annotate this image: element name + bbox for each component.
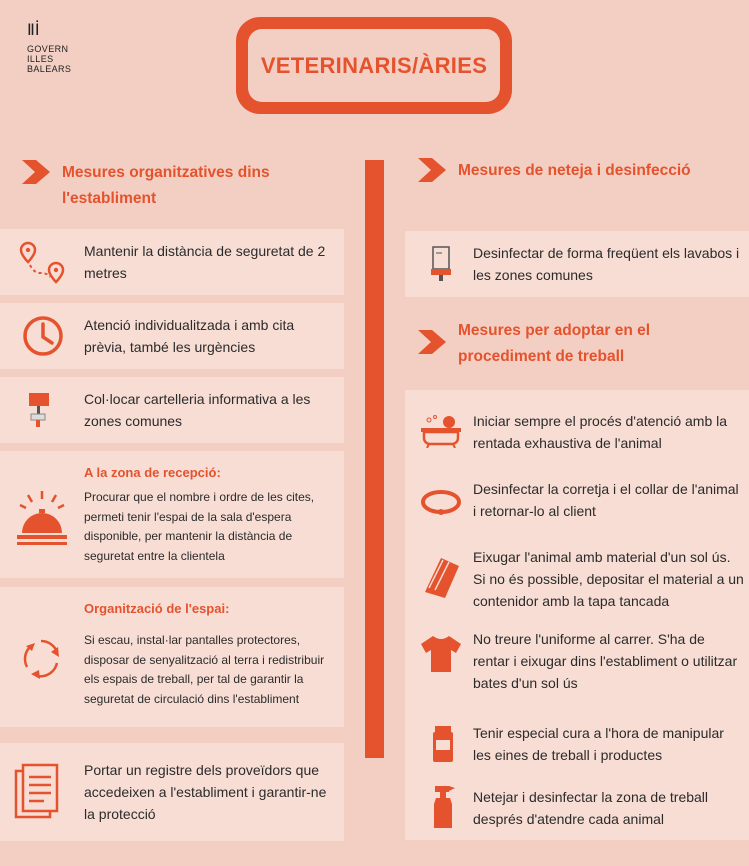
left-item-signage — [0, 377, 344, 443]
chevron-right-icon — [22, 160, 52, 184]
dog-bath-icon — [419, 414, 463, 448]
procedure-item-tools-text: Tenir especial cura a l'hora de manipular les eines de treball i productes — [473, 725, 724, 763]
product-jar-icon — [431, 724, 455, 764]
left-heading — [22, 160, 352, 212]
left-item-distance — [0, 229, 344, 295]
soap-dispenser-icon — [429, 243, 455, 285]
page-title: VETERINARIS/ÀRIES — [260, 52, 488, 78]
title-inner — [248, 29, 500, 102]
left-item-register-text: Portar un registre dels proveïdors que accedeixen a l'establiment i garantir-ne la protecció — [84, 762, 327, 822]
reception-subtitle: A la zona de recepció: — [84, 465, 221, 480]
left-item-space-text: Si escau, instal·lar pantalles protectores, disposar de senyalització al terra i redistribuir els espais de treball, per tal de garantir la seguretat de circulació dins l'establiment — [84, 633, 325, 706]
column-divider — [365, 160, 384, 758]
document-icon — [14, 763, 60, 821]
chevron-right-icon — [418, 158, 448, 182]
right-item-washrooms-text: Desinfectar de forma freqüent els lavabos i les zones comunes — [473, 245, 740, 283]
chevron-right-icon — [418, 330, 448, 354]
service-bell-icon — [14, 489, 70, 551]
procedure-item-collar-text: Desinfectar la corretja i el collar de l'animal i retornar-lo al client — [473, 481, 739, 519]
left-item-appointment-text: Atenció individualitzada i amb cita prèvia, també les urgències — [84, 317, 295, 355]
paint-roller-icon — [26, 391, 56, 431]
right-heading-cleaning-text: Mesures de neteja i desinfecció — [458, 162, 691, 179]
title-frame — [236, 17, 512, 114]
procedure-item-uniform-text: No treure l'uniforme al carrer. S'ha de rentar i eixugar dins l'establiment o utilitzar bates d'un sol ús — [473, 631, 738, 691]
right-heading-cleaning — [418, 158, 738, 184]
right-heading-procedure-text: Mesures per adoptar en el procediment de treball — [458, 322, 651, 365]
left-item-appointment — [0, 303, 344, 369]
logo-mark-icon: Ⅱİ — [27, 20, 40, 39]
left-item-distance-text: Mantenir la distància de seguretat de 2 metres — [84, 243, 326, 281]
space-subtitle: Organització de l'espai: — [84, 601, 230, 616]
spray-bottle-icon — [431, 784, 457, 830]
procedure-item-towel-text: Eixugar l'animal amb material d'un sol ús. Si no és possible, depositar el material a un contenidor amb la tapa tancada — [473, 549, 744, 609]
procedure-panel — [405, 390, 749, 840]
left-item-space — [0, 587, 344, 727]
left-heading-text: Mesures organitzatives dins l'establiment — [62, 164, 270, 207]
clock-icon — [20, 313, 66, 359]
route-pin-icon — [18, 239, 68, 287]
govern-logo — [27, 22, 97, 74]
left-item-reception-text: Procurar que el nombre i ordre de les cites, permeti tenir l'espai de la sala d'espera disponible, per mantenir la distància de seguretat entre la clientela — [84, 490, 315, 563]
right-item-washrooms — [405, 231, 749, 297]
uniform-shirt-icon — [419, 634, 463, 674]
left-item-register — [0, 743, 344, 841]
left-item-reception — [0, 451, 344, 578]
left-item-signage-text: Col·locar cartelleria informativa a les zones comunes — [84, 391, 311, 429]
procedure-item-bath-text: Iniciar sempre el procés d'atenció amb la rentada exhaustiva de l'animal — [473, 413, 728, 451]
right-heading-procedure — [418, 318, 738, 370]
towel-icon — [419, 552, 463, 602]
dog-collar-icon — [419, 484, 463, 518]
refresh-cycle-icon — [20, 637, 62, 679]
logo-text: GOVERN ILLES BALEARS — [27, 44, 72, 74]
procedure-item-workarea-text: Netejar i desinfectar la zona de treball després d'atendre cada animal — [473, 789, 709, 827]
